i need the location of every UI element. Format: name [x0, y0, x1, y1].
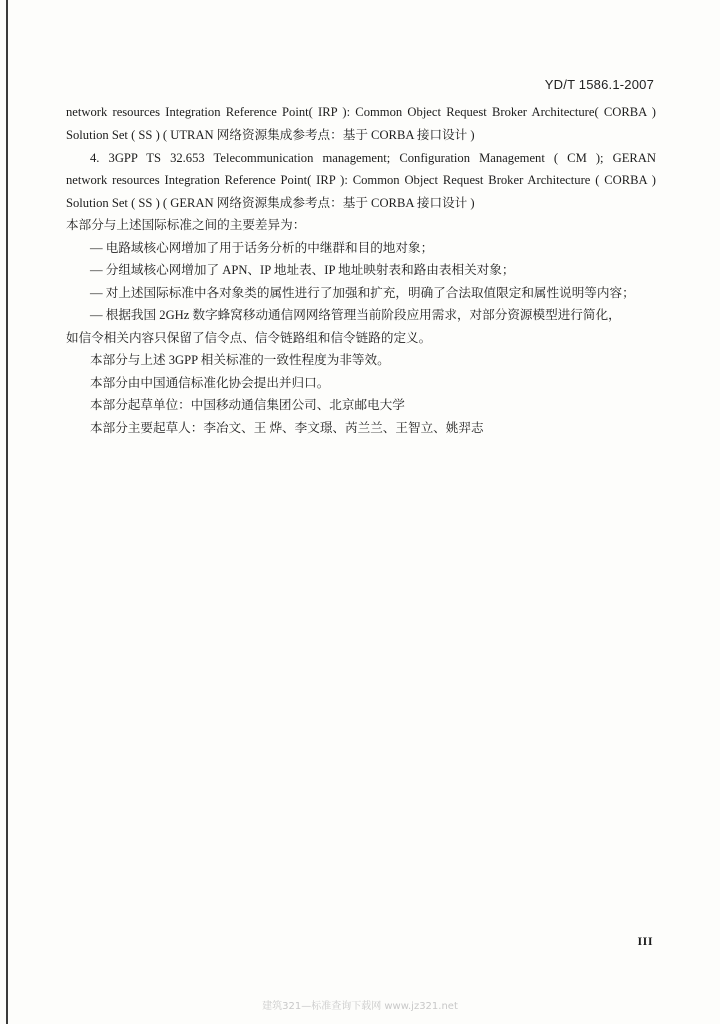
- body-line-4: network resources Integration Reference Point( IRP ): Common Object Request Broker Architecture ( CORBA ): [66, 173, 656, 187]
- body-line-5: Solution Set ( SS ) ( GERAN 网络资源集成参考点：基于 CORBA 接口设计 ): [66, 196, 475, 210]
- diff-item-3: — 对上述国际标准中各对象类的属性进行了加强和扩充，明确了合法取值限定和属性说明等内容；: [90, 286, 635, 300]
- watermark-text: 建筑321—标准查询下载网 www.jz321.net: [262, 1001, 458, 1012]
- drafters: 本部分主要起草人：李冶文、王 烨、李文璟、芮兰兰、王智立、姚羿志: [90, 421, 484, 435]
- body-line-6: 本部分与上述国际标准之间的主要差异为：: [66, 218, 306, 232]
- consistency-statement: 本部分与上述 3GPP 相关标准的一致性程度为非等效。: [90, 353, 390, 367]
- body-line-3: 4. 3GPP TS 32.653 Telecommunication management; Configuration Management ( CM ); GERAN: [90, 151, 656, 165]
- diff-item-2: — 分组域核心网增加了 APN、IP 地址表、IP 地址映射表和路由表相关对象；: [90, 263, 515, 277]
- page-number: III: [637, 934, 653, 948]
- diff-item-1: — 电路域核心网增加了用于话务分析的中继群和目的地对象；: [90, 241, 434, 255]
- proposer-statement: 本部分由中国通信标准化协会提出并归口。: [90, 376, 330, 390]
- document-id: YD/T 1586.1-2007: [544, 77, 654, 92]
- body-line-1: network resources Integration Reference Point( IRP ): Common Object Request Broker Architecture( CORBA ): [66, 105, 656, 119]
- diff-item-4-continued: 如信令相关内容只保留了信令点、信令链路组和信令链路的定义。: [66, 331, 432, 345]
- drafting-units: 本部分起草单位：中国移动通信集团公司、北京邮电大学: [90, 398, 405, 412]
- scan-edge-line: [6, 0, 8, 1024]
- diff-item-4: — 根据我国 2GHz 数字蜂窝移动通信网网络管理当前阶段应用需求，对部分资源模型进行简化，: [90, 308, 621, 322]
- body-line-2: Solution Set ( SS ) ( UTRAN 网络资源集成参考点：基于 CORBA 接口设计 ): [66, 128, 475, 142]
